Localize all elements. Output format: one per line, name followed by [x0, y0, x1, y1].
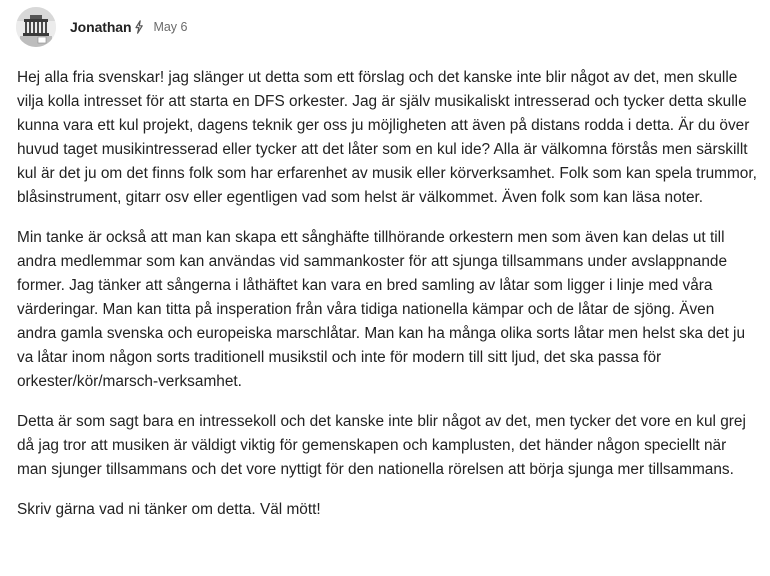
- post-author[interactable]: Jonathan: [70, 19, 132, 35]
- lightning-bolt-icon: [134, 20, 144, 34]
- post-paragraph: Hej alla fria svenskar! jag slänger ut detta som ett förslag och det kanske inte blir något av det, men skulle vilja kolla intresset för att starta en DFS orkester. Jag är själv musikaliskt intresserad och tycker detta skulle kunna vara ett kul projekt, dagens teknik ger oss ju möjligheten att även på distans rodda i detta. Är du över huvud taget musikintresserad eller tycker att det låter som en kul ide? Alla är välkomna förstås men särskillt kul är det ju om det finns folk som har erfarenhet av musik eller körverksamhet. Folk som kan spela trummor, blåsinstrument, gitarr osv eller egentligen vad som helst är välkommet. Även folk som kan läsa noter.: [17, 69, 757, 206]
- post-date[interactable]: May 6: [153, 20, 188, 34]
- post-paragraph: Skriv gärna vad ni tänker om detta. Väl mött!: [17, 501, 321, 518]
- post-body: [17, 66, 757, 538]
- post-header: [16, 6, 187, 48]
- user-avatar-image: [16, 7, 56, 47]
- post-paragraph: Detta är som sagt bara en intressekoll och det kanske inte blir något av det, men tycker det vore en kul grej då jag tror att musiken är väldigt viktig för gemenskapen och kamplusten, det händer någon speciellt när man sjunger tillsammans och det vore nyttigt för den nationella rörelsen att börja sjunga mer tillsammans.: [17, 413, 746, 478]
- avatar[interactable]: [16, 7, 56, 47]
- post-paragraph: Min tanke är också att man kan skapa ett sånghäfte tillhörande orkestern men som även kan delas ut till andra medlemmar som kan användas vid sammankoster för att sjunga tillsammans under avslappnande former. Jag tänker att sångerna i låthäftet kan vara en bred samling av låtar som ligger i linje med våra värderingar. Man kan titta på insperation från våra tidiga nationella kämpar och de låtar de sjöng. Även andra gamla svenska och europeiska marschlåtar. Man kan ha många olika sorts låtar men helst ska det ju va låtar inom någon sorts traditionell musikstil och inte för modern till sitt ljud, det ska passa för orkester/kör/marsch-verksamhet.: [17, 229, 746, 390]
